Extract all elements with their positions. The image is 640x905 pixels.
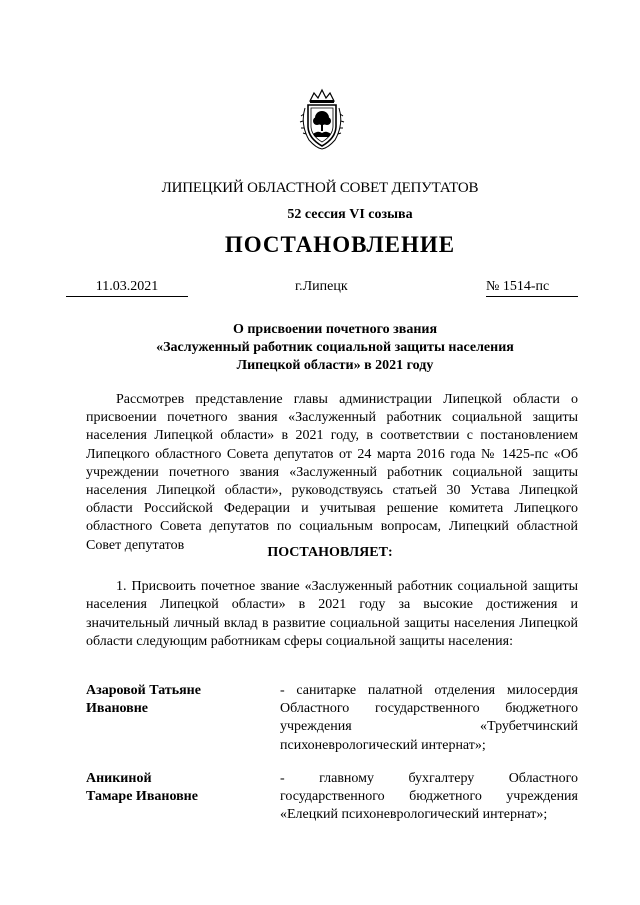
awardee-name-line: Азаровой Татьяне — [86, 683, 201, 698]
coat-of-arms-icon — [296, 88, 348, 150]
resolves-heading: ПОСТАНОВЛЯЕТ: — [267, 545, 393, 560]
awardee-name — [86, 682, 256, 718]
item-1-paragraph: 1. Присвоить почетное звание «Заслуженный работник социальной защиты населения Липецкой области» в 2021 году за высокие достижения и значительный личный вклад в развитие социальной защиты населения Липецкой области следующим работникам сферы социальной защиты населения: — [86, 579, 578, 650]
subject-line: Липецкой области» в 2021 году — [236, 358, 434, 373]
document-date: 11.03.2021 — [66, 279, 188, 297]
awardee-name-line: Ивановне — [86, 701, 149, 717]
document-type: ПОСТАНОВЛЕНИЕ — [224, 232, 456, 257]
document-city: г.Липецк — [295, 279, 348, 294]
awardee-description: - главному бухгалтеру Областного государственного бюджетного учреждения «Елецкий психоневрологический интернат»; — [280, 771, 578, 823]
awardee-name-line: Тамаре Ивановне — [86, 789, 198, 805]
awardee-description: - санитарке палатной отделения милосердия Областного государственного бюджетного учреждения «Трубетчинский психоневрологический интернат»; — [280, 683, 578, 753]
subject-line: О присвоении почетного звания — [232, 322, 438, 337]
council-name: ЛИПЕЦКИЙ ОБЛАСТНОЙ СОВЕТ ДЕПУТАТОВ — [161, 180, 479, 196]
subject-line: «Заслуженный работник социальной защиты населения — [156, 340, 514, 355]
awardee-name — [86, 770, 256, 806]
preamble-paragraph: Рассмотрев представление главы администрации Липецкой области о присвоении почетного звания «Заслуженный работник социальной защиты населения Липецкой области» в 2021 году, в соответствии с постановлением Липецкого областного Совета депутатов от 24 марта 2016 года № 1425-пс «Об учреждении почетного звания «Заслуженный работник социальной защиты населения Липецкой области», руководствуясь статьей 30 Устава Липецкой области Российской Федерации и учитывая решение комитета Липецкого областного Совета депутатов по социальным вопросам, Липецкий областной Совет депутатов — [86, 392, 578, 553]
document-meta — [0, 279, 640, 299]
session-label: 52 сессия VI созыва — [287, 207, 413, 222]
document-subject — [0, 321, 640, 375]
awardee-name-line: Аникиной — [86, 771, 152, 786]
document-number: № 1514-пс — [486, 279, 578, 297]
